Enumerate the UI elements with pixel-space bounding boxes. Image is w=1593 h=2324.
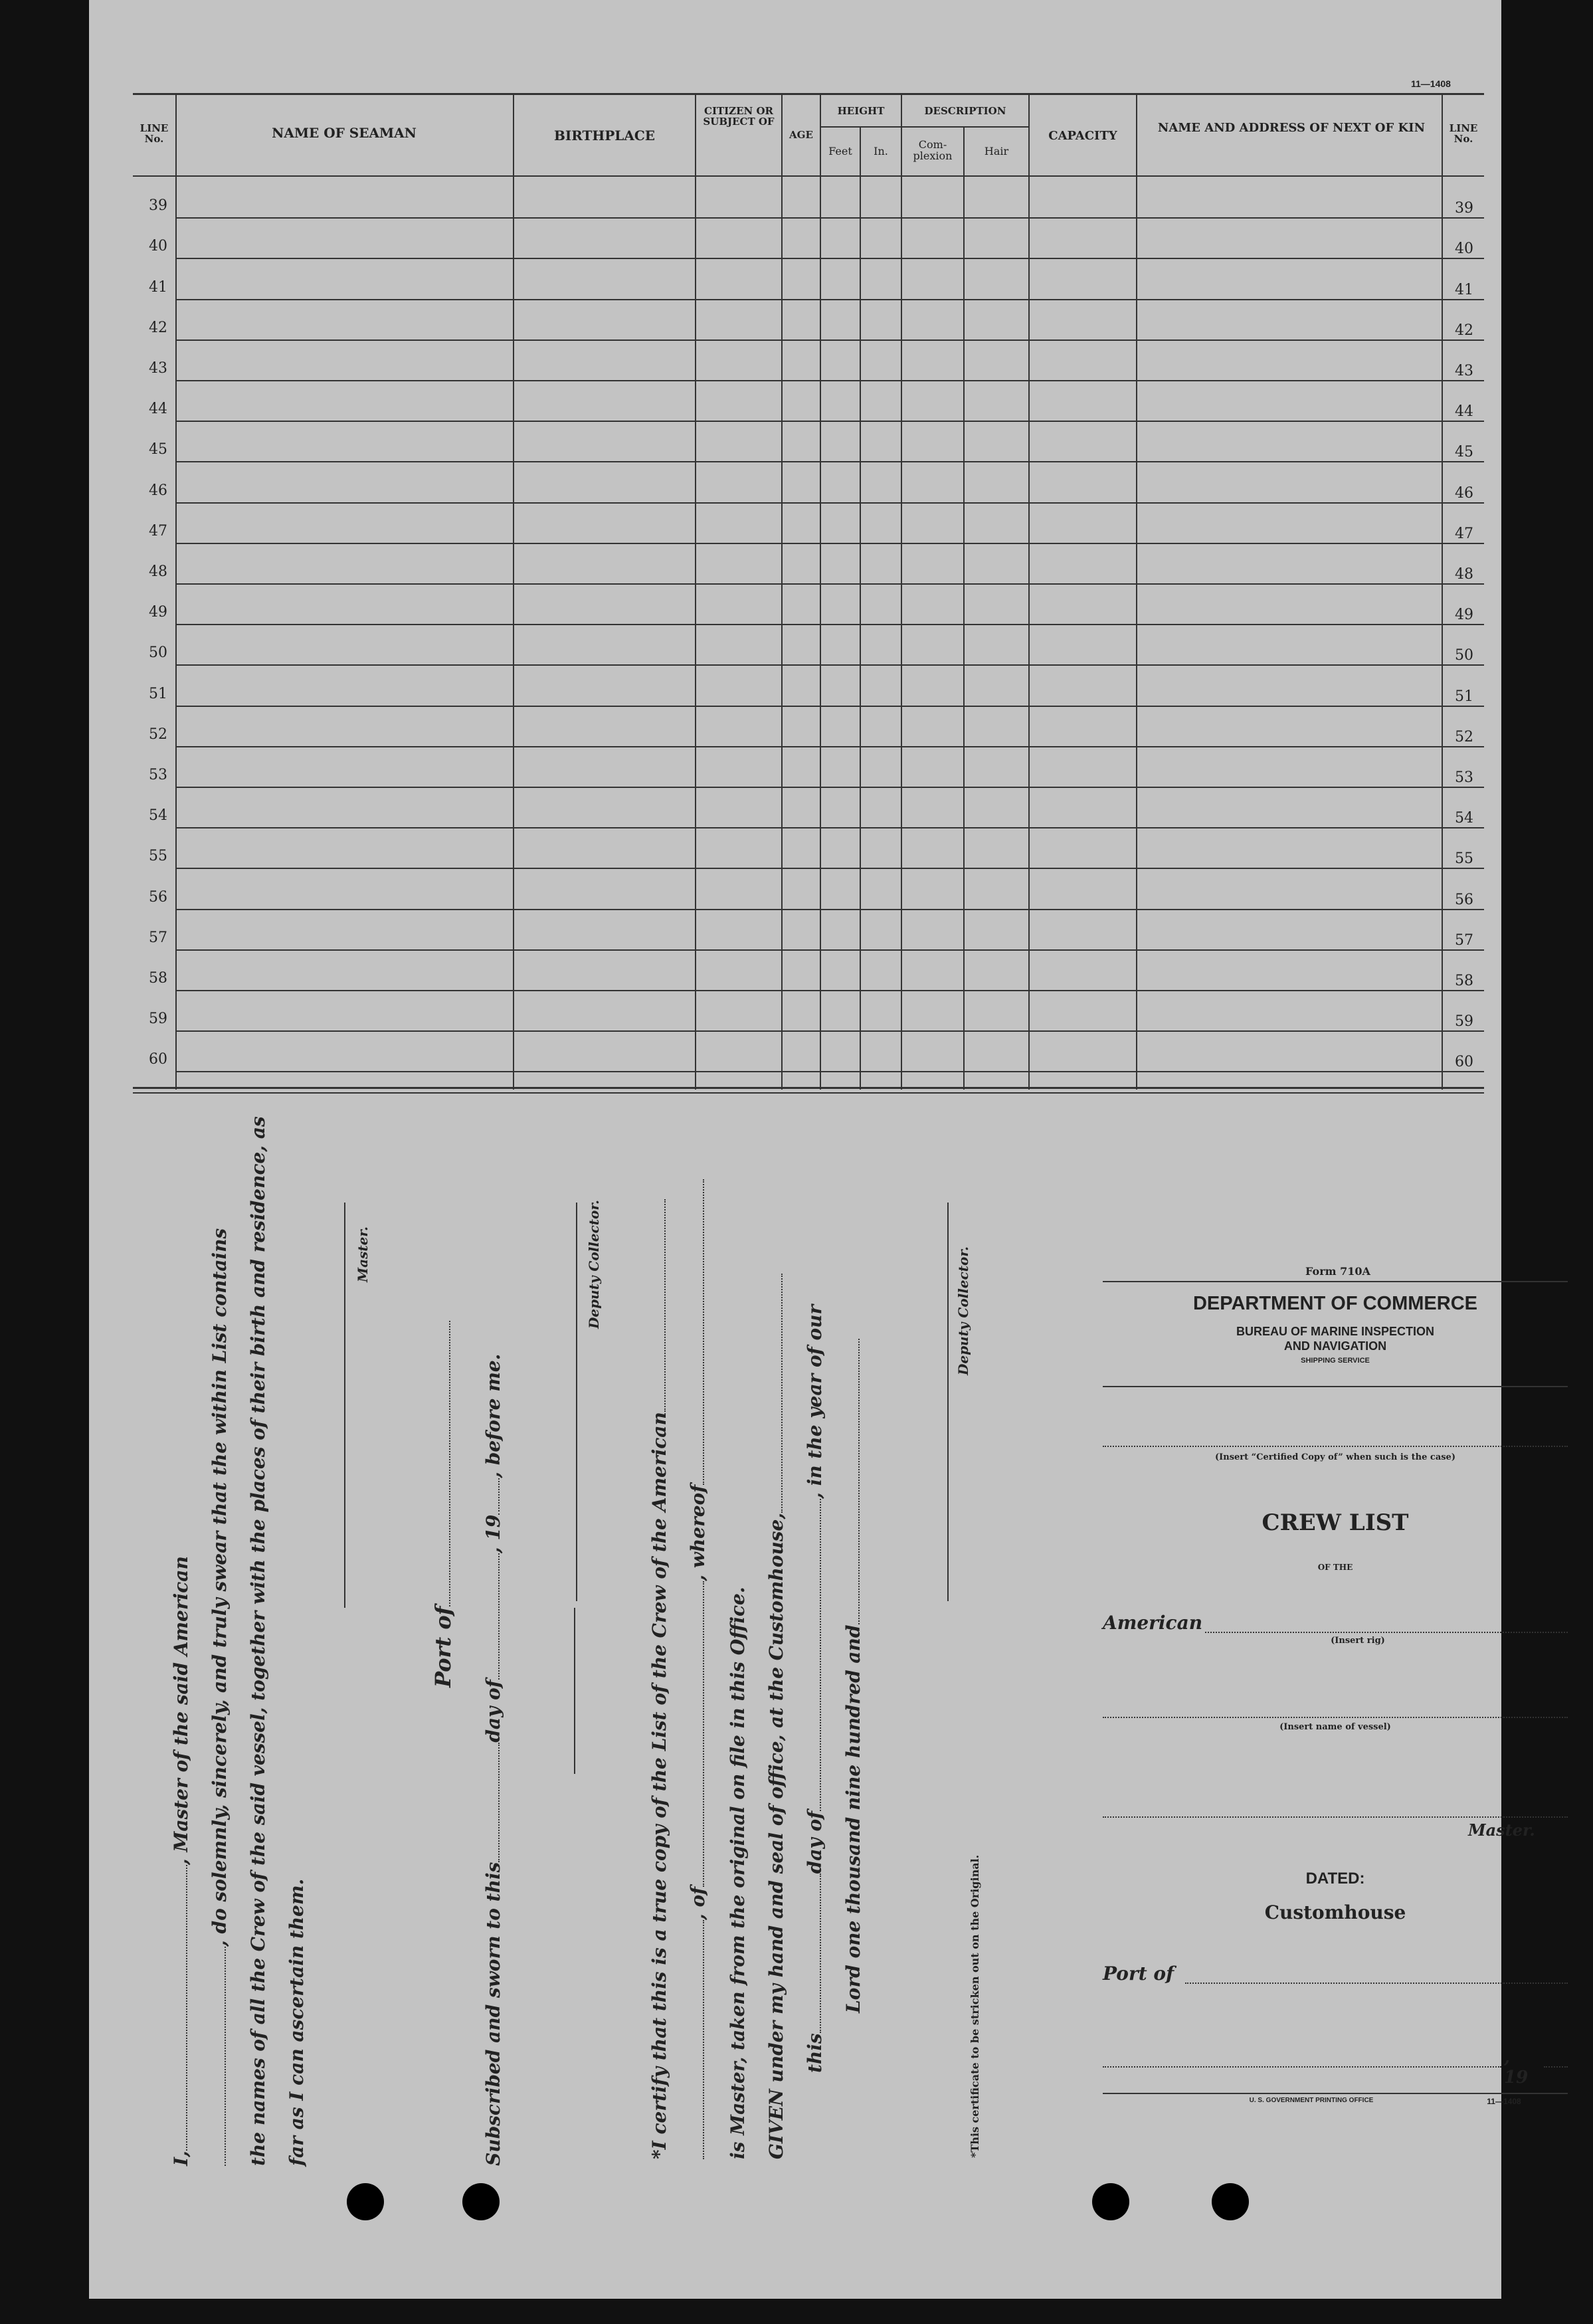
header-complexion: Com- plexion — [913, 138, 953, 162]
row-rule — [175, 217, 1484, 219]
vessel-name-line — [1103, 1717, 1568, 1718]
row-rule — [175, 258, 1484, 259]
cover-bureau-2: AND NAVIGATION — [1283, 1339, 1387, 1353]
row-rule — [175, 299, 1484, 300]
row-number-left: 41 — [149, 279, 167, 296]
row-number-left: 46 — [149, 482, 167, 499]
row-number-right: 59 — [1455, 1013, 1473, 1030]
document-page — [89, 0, 1535, 2299]
cert-deputy-signature-line — [947, 1203, 949, 1601]
port-line — [1185, 1983, 1568, 1984]
cert-line-6: Lord one thousand nine hundred and — [842, 1339, 864, 2014]
row-rule — [175, 787, 1484, 788]
header-height: HEIGHT — [837, 105, 885, 117]
row-number-left: 56 — [149, 889, 167, 906]
row-number-right: 47 — [1455, 526, 1473, 542]
row-rule — [175, 990, 1484, 991]
header-in: In. — [874, 145, 888, 157]
header-age: AGE — [789, 129, 813, 141]
row-rule — [175, 1030, 1484, 1032]
row-number-left: 44 — [149, 401, 167, 417]
punch-hole — [347, 2183, 384, 2220]
row-rule — [175, 868, 1484, 869]
row-number-right: 48 — [1455, 566, 1473, 583]
row-rule — [175, 624, 1484, 625]
row-number-left: 40 — [149, 238, 167, 254]
punch-hole — [462, 2183, 500, 2220]
row-number-left: 54 — [149, 807, 167, 824]
row-number-left: 55 — [149, 848, 167, 864]
master-label: Master. — [355, 1226, 371, 1282]
row-rule — [175, 583, 1484, 585]
row-number-left: 39 — [149, 197, 167, 214]
year-line — [1544, 2066, 1568, 2068]
row-number-left: 50 — [149, 644, 167, 661]
punch-hole — [1212, 2183, 1249, 2220]
row-rule — [175, 461, 1484, 462]
cert-footnote: *This certificate to be stricken out on the Original. — [969, 1854, 981, 2158]
seal-line — [574, 1608, 575, 1774]
row-number-right: 42 — [1455, 322, 1473, 339]
row-rule — [175, 502, 1484, 504]
header-capacity: CAPACITY — [1048, 129, 1117, 143]
row-number-right: 44 — [1455, 403, 1473, 420]
header-feet: Feet — [828, 145, 852, 157]
subscribed-line: Subscribed and sworn to thisday of, 19, before me. — [482, 1353, 504, 2166]
oath-line-4: far as I can ascertain them. — [286, 1878, 308, 2166]
row-number-right: 49 — [1455, 607, 1473, 623]
cert-line-3: is Master, taken from the original on file in this Office. — [727, 1587, 749, 2159]
punch-hole — [1092, 2183, 1129, 2220]
row-number-right: 51 — [1455, 688, 1473, 705]
oath-line-2: , do solemnly, sincerely, and truly swear that the within List contains — [209, 1228, 231, 2166]
header-citizen: CITIZEN OR SUBJECT OF — [703, 105, 775, 128]
certified-copy-line — [1103, 1446, 1568, 1447]
cert-line-4: GIVEN under my hand and seal of office, at the Customhouse, — [765, 1274, 787, 2159]
row-number-left: 51 — [149, 686, 167, 702]
row-rule — [175, 543, 1484, 544]
oath-line-3: the names of all the Crew of the said vessel, together with the places of their birth and residence, as — [247, 1116, 269, 2166]
crew-list-title: CREW LIST — [1262, 1509, 1409, 1536]
header-line-no-right: LINE No. — [1449, 122, 1478, 145]
row-number-left: 59 — [149, 1011, 167, 1027]
port-of-label: Port of — [430, 1321, 456, 1688]
row-number-right: 55 — [1455, 850, 1473, 867]
row-rule — [175, 339, 1484, 341]
row-number-left: 57 — [149, 929, 167, 946]
insert-certified-note: (Insert “Certified Copy of” when such is the case) — [1215, 1452, 1455, 1462]
header-name-of-seaman: NAME OF SEAMAN — [272, 125, 417, 141]
cover-service: SHIPPING SERVICE — [1301, 1357, 1370, 1365]
insert-rig-note: (Insert rig) — [1331, 1636, 1385, 1646]
row-number-right: 60 — [1455, 1054, 1473, 1070]
deputy-signature-line — [576, 1203, 577, 1601]
row-number-right: 41 — [1455, 282, 1473, 298]
cert-line-2: , of, whereof — [687, 1179, 709, 2159]
row-number-left: 47 — [149, 523, 167, 539]
row-number-right: 39 — [1455, 200, 1473, 217]
cover-master-label: Master. — [1468, 1820, 1535, 1840]
deputy-collector-label: Deputy Collector. — [586, 1199, 602, 1329]
form-number-top: 11—1408 — [1411, 78, 1451, 89]
date-line — [1103, 2066, 1501, 2068]
row-number-left: 58 — [149, 970, 167, 987]
cover-form-number-bottom: 11—1408 — [1487, 2097, 1521, 2106]
row-number-right: 52 — [1455, 729, 1473, 745]
row-number-left: 45 — [149, 441, 167, 458]
of-the-label: OF THE — [1317, 1563, 1353, 1572]
row-number-left: 49 — [149, 604, 167, 621]
row-rule — [175, 909, 1484, 910]
row-number-right: 50 — [1455, 647, 1473, 664]
row-number-left: 53 — [149, 767, 167, 783]
row-number-right: 40 — [1455, 241, 1473, 257]
row-number-right: 46 — [1455, 485, 1473, 502]
insert-vessel-note: (Insert name of vessel) — [1279, 1722, 1391, 1732]
oath-line-1: I,, Master of the said American — [170, 1556, 192, 2166]
row-number-left: 60 — [149, 1051, 167, 1068]
row-number-left: 52 — [149, 726, 167, 743]
row-number-right: 45 — [1455, 444, 1473, 460]
cover-department: DEPARTMENT OF COMMERCE — [1192, 1293, 1477, 1314]
rig-line — [1205, 1632, 1568, 1633]
row-number-right: 43 — [1455, 363, 1473, 379]
row-rule — [175, 746, 1484, 747]
american-label: American — [1103, 1612, 1203, 1634]
header-birthplace: BIRTHPLACE — [553, 128, 656, 144]
row-number-left: 42 — [149, 320, 167, 336]
crew-table — [89, 0, 1501, 1116]
header-next-of-kin: NAME AND ADDRESS OF NEXT OF KIN — [1157, 121, 1426, 135]
cover-form-number: Form 710A — [1305, 1265, 1370, 1278]
master-signature-line — [344, 1203, 345, 1608]
cert-line-1: *I certify that this is a true copy of the List of the Crew of the American — [648, 1199, 670, 2159]
cover-year: , 19 — [1504, 2048, 1529, 2087]
row-rule — [175, 664, 1484, 666]
cert-deputy-collector-label: Deputy Collector. — [955, 1246, 971, 1375]
cert-line-5: thisday of, in the year of our — [804, 1304, 826, 2073]
printing-office: U. S. GOVERNMENT PRINTING OFFICE — [1249, 2097, 1374, 2104]
row-number-right: 56 — [1455, 892, 1473, 908]
cover-port-of: Port of — [1103, 1963, 1174, 1985]
header-description: DESCRIPTION — [924, 105, 1006, 117]
header-line-no: LINE No. — [140, 122, 169, 145]
row-rule — [175, 706, 1484, 707]
customhouse-label: Customhouse — [1264, 1901, 1406, 1923]
row-number-right: 54 — [1455, 810, 1473, 826]
master-line — [1103, 1816, 1568, 1818]
row-rule — [175, 421, 1484, 422]
row-rule — [175, 1071, 1484, 1072]
header-hair: Hair — [984, 145, 1009, 157]
row-rule — [175, 827, 1484, 828]
row-number-right: 53 — [1455, 769, 1473, 786]
row-rule — [175, 380, 1484, 381]
row-rule — [175, 949, 1484, 951]
row-number-left: 43 — [149, 360, 167, 377]
row-number-right: 58 — [1455, 973, 1473, 989]
row-number-right: 57 — [1455, 932, 1473, 949]
cover-bureau-1: BUREAU OF MARINE INSPECTION — [1236, 1325, 1434, 1338]
row-number-left: 48 — [149, 563, 167, 580]
dated-label: DATED: — [1305, 1870, 1365, 1888]
